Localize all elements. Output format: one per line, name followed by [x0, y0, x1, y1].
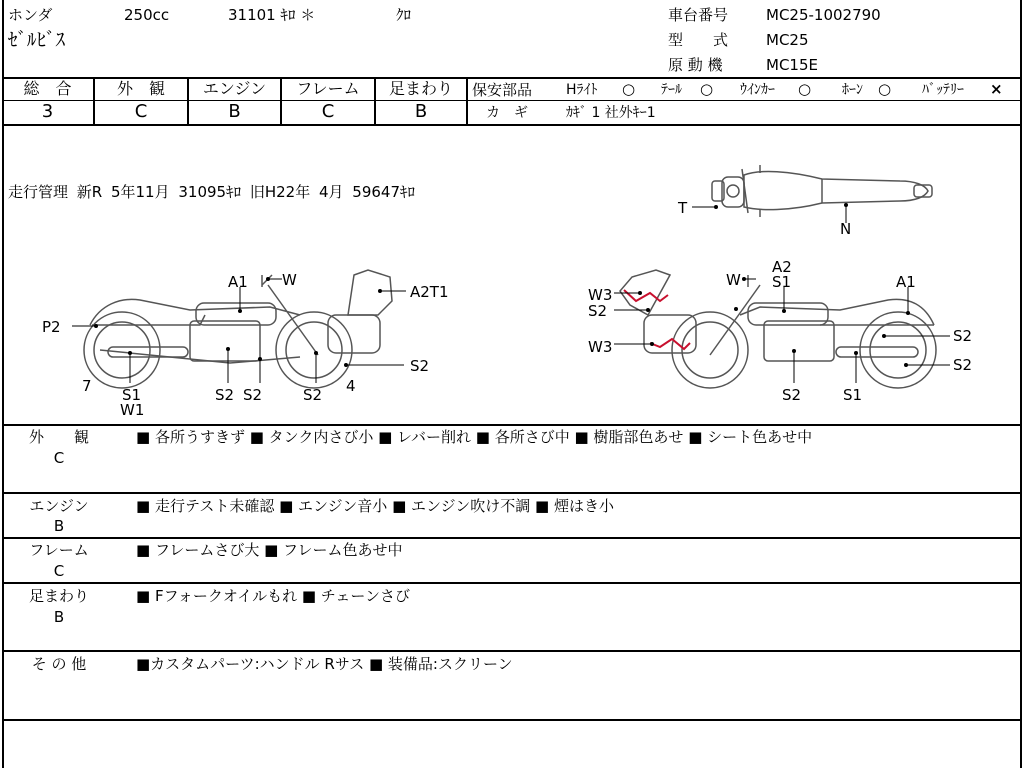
- label-left-A1: A1: [228, 273, 248, 291]
- keys-value: ｶｷﾞ 1 社外ｷｰ1: [566, 105, 656, 121]
- engine-type-label: 原 動 機: [668, 56, 723, 74]
- remark-text-other: ■カスタムパーツ:ハンドル Rサス ■ 装備品:スクリーン: [136, 655, 513, 673]
- label-right-S2a: S2: [588, 302, 608, 320]
- safety-mark-battery: ×: [990, 80, 1003, 98]
- remark-title-other: そ の 他: [31, 655, 87, 673]
- label-left-S2a: S2: [215, 386, 235, 404]
- frame-label: フレーム: [296, 79, 360, 98]
- label-right-S1b: S1: [843, 386, 863, 404]
- label-top-N: N: [840, 220, 852, 238]
- label-left-S2d: S2: [410, 357, 430, 375]
- label-right-W3a: W3: [588, 286, 613, 304]
- label-left-7: 7: [82, 377, 92, 395]
- remarks-sep-1: [2, 492, 1022, 494]
- damage-marks: [624, 290, 690, 349]
- label-left-W: W: [282, 271, 297, 289]
- mileage-history: 走行管理 新R 5年11月 31095ｷﾛ 旧H22年 4月 59647ｷﾛ: [8, 183, 416, 201]
- remark-grade-frame: C: [53, 562, 65, 580]
- safety-item-headlight: Hﾗｲﾄ: [566, 82, 598, 98]
- remark-grade-engine: B: [53, 517, 65, 535]
- exterior-value: C: [134, 101, 148, 122]
- label-top-T: T: [678, 199, 688, 217]
- remark-title-suspension: 足まわり: [28, 587, 89, 605]
- maker: ホンダ: [8, 6, 53, 24]
- label-right-A1: A1: [896, 273, 916, 291]
- engine-value: B: [228, 101, 241, 122]
- label-right-A2: A2: [772, 258, 792, 276]
- top-view-bike: [712, 165, 932, 217]
- keys-label: カ ギ: [486, 105, 528, 121]
- suspension-label: 足まわり: [388, 79, 453, 98]
- label-right-S1a: S1: [772, 273, 792, 291]
- label-right-W: W: [726, 271, 741, 289]
- safety-item-tail: ﾃｰﾙ: [661, 82, 682, 98]
- mileage: 31101 ｷﾛ ＊: [228, 6, 316, 24]
- safety-item-battery: ﾊﾞｯﾃﾘｰ: [922, 82, 964, 98]
- model-name: ｾﾞﾙﾋﾞｽ: [8, 29, 66, 51]
- label-right-S2c: S2: [953, 356, 973, 374]
- safety-mark-winker: ○: [798, 80, 812, 98]
- frame-no-value: MC25-1002790: [766, 6, 881, 24]
- safety-mark-headlight: ○: [622, 80, 636, 98]
- exterior-label: 外 観: [116, 79, 165, 98]
- remark-text-exterior: ■ 各所うすきず ■ タンク内さび小 ■ レバー削れ ■ 各所さび中 ■ 樹脂部色あせ ■ シート色あせ中: [136, 428, 813, 446]
- remark-title-engine: エンジン: [29, 497, 89, 515]
- color: ｸﾛ: [396, 6, 412, 24]
- label-left-W1: W1: [120, 401, 145, 419]
- label-right-W3b: W3: [588, 338, 613, 356]
- label-left-A2T1: A2T1: [410, 283, 449, 301]
- remark-grade-suspension: B: [53, 608, 65, 626]
- overall-value: 3: [41, 101, 54, 122]
- remarks-sep-2: [2, 537, 1022, 539]
- safety-item-horn: ﾎｰﾝ: [842, 82, 863, 98]
- model-value: MC25: [766, 31, 809, 49]
- engine-label: エンジン: [202, 79, 267, 98]
- frame-no-label: 車台番号: [668, 6, 729, 24]
- overall-label: 総 合: [23, 79, 72, 98]
- label-left-S2c: S2: [303, 386, 323, 404]
- label-right-S2d: S2: [782, 386, 802, 404]
- remarks-top: [2, 424, 1022, 426]
- remark-grade-exterior: C: [53, 449, 65, 467]
- suspension-value: B: [414, 101, 428, 122]
- label-left-P2: P2: [42, 318, 61, 336]
- remarks-sep-3: [2, 582, 1022, 584]
- remarks-bottom: [2, 719, 1022, 721]
- bike-diagrams: [0, 125, 1024, 425]
- label-left-S1: S1: [122, 386, 142, 404]
- safety-label: 保安部品: [472, 81, 533, 99]
- label-left-4: 4: [346, 377, 356, 395]
- safety-mark-tail: ○: [700, 80, 714, 98]
- frame-value: C: [321, 101, 335, 122]
- remark-text-frame: ■ フレームさび大 ■ フレーム色あせ中: [136, 541, 403, 559]
- grade-col-sep-5: [466, 77, 468, 125]
- remark-title-exterior: 外 観: [28, 428, 89, 446]
- remarks-sep-4: [2, 650, 1022, 652]
- displacement: 250cc: [124, 6, 170, 24]
- safety-mark-horn: ○: [878, 80, 892, 98]
- engine-type-value: MC15E: [766, 56, 818, 74]
- label-right-S2b: S2: [953, 327, 973, 345]
- label-left-S2b: S2: [243, 386, 263, 404]
- safety-item-winker: ｳｲﾝｶｰ: [740, 82, 775, 98]
- remark-title-frame: フレーム: [29, 541, 89, 559]
- remark-text-suspension: ■ Fフォークオイルもれ ■ チェーンさび: [136, 587, 411, 605]
- remark-text-engine: ■ 走行テスト未確認 ■ エンジン音小 ■ エンジン吹け不調 ■ 煙はき小: [136, 497, 614, 515]
- grade-table-mid: [2, 100, 1022, 101]
- model-label: 型 式: [668, 31, 729, 49]
